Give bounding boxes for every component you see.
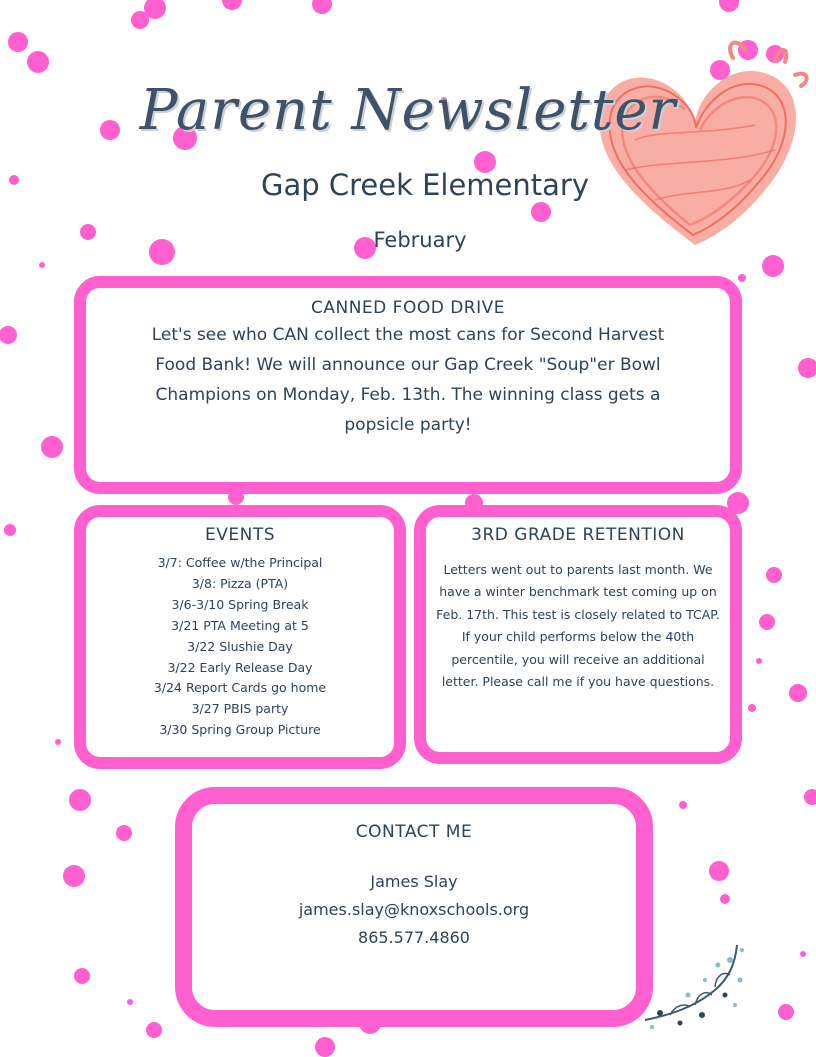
event-item: 3/22 Slushie Day <box>187 638 293 654</box>
event-item: 3/22 Early Release Day <box>167 659 313 675</box>
polka-dot <box>720 894 730 904</box>
polka-dot <box>738 274 746 282</box>
contact-name: James Slay <box>370 872 458 891</box>
polka-dot <box>127 999 133 1005</box>
contact-heading: CONTACT ME <box>355 822 473 842</box>
events-list <box>86 553 394 741</box>
polka-dot <box>63 865 85 887</box>
polka-dot <box>748 704 756 712</box>
event-item: 3/21 PTA Meeting at 5 <box>171 617 309 633</box>
events-heading: EVENTS <box>204 525 275 545</box>
polka-dot <box>759 614 775 630</box>
polka-dot <box>116 825 132 841</box>
contact-email[interactable]: james.slay@knoxschools.org <box>298 900 530 919</box>
event-item: 3/7: Coffee w/the Principal <box>157 555 323 570</box>
polka-dot <box>4 524 16 536</box>
polka-dot <box>69 789 91 811</box>
polka-dot <box>778 1004 794 1020</box>
polka-dot <box>0 326 17 344</box>
canned-food-drive-heading: CANNED FOOD DRIVE <box>311 298 505 318</box>
polka-dot <box>146 1022 162 1038</box>
polka-dot <box>756 658 762 664</box>
events-section <box>74 505 406 769</box>
frosted-branch-illustration <box>640 935 750 1035</box>
polka-dot <box>531 202 551 222</box>
polka-dot <box>74 968 90 984</box>
event-item: 3/24 Report Cards go home <box>153 680 327 696</box>
event-item: 3/6-3/10 Spring Break <box>171 596 309 612</box>
polka-dot <box>131 11 149 29</box>
canned-food-drive-section <box>74 276 742 494</box>
polka-dot <box>312 0 332 14</box>
polka-dot <box>804 789 816 805</box>
school-name: Gap Creek Elementary <box>260 168 590 202</box>
polka-dot <box>27 51 49 73</box>
polka-dot <box>798 358 816 378</box>
polka-dot <box>766 567 782 583</box>
contact-section <box>175 787 653 1027</box>
event-item: 3/8: Pizza (PTA) <box>191 575 289 591</box>
polka-dot <box>679 801 687 809</box>
polka-dot <box>39 262 45 268</box>
polka-dot <box>762 255 784 277</box>
polka-dot <box>41 436 63 458</box>
retention-heading: 3RD GRADE RETENTION <box>471 525 685 545</box>
retention-section <box>414 505 742 764</box>
event-item: 3/27 PBIS party <box>191 701 289 717</box>
canned-food-drive-text: Let's see who CAN collect the most cans for Second Harvest Food Bank! We will announce our Gap Creek "Soup"er Bowl Champions on Monday, Feb. 13th. The winning class gets a popsicle party! <box>151 325 665 435</box>
event-item: 3/30 Spring Group Picture <box>159 722 321 738</box>
polka-dot <box>709 861 729 881</box>
newsletter-month: February <box>373 228 467 252</box>
polka-dot <box>222 0 242 10</box>
polka-dot <box>8 32 28 52</box>
contact-phone[interactable]: 865.577.4860 <box>358 928 470 947</box>
polka-dot <box>55 739 61 745</box>
newsletter-title: Parent Newsletter <box>139 78 677 143</box>
polka-dot <box>315 1037 335 1057</box>
polka-dot <box>789 684 807 702</box>
polka-dot <box>800 951 806 957</box>
polka-dot <box>719 0 739 12</box>
retention-text: Letters went out to parents last month. We have a winter benchmark test coming up on Feb. 17th. This test is closely related to TCAP. If your child performs below the 40th percentile, you will receive an additional letter. Please call me if you have questions. <box>436 562 720 690</box>
